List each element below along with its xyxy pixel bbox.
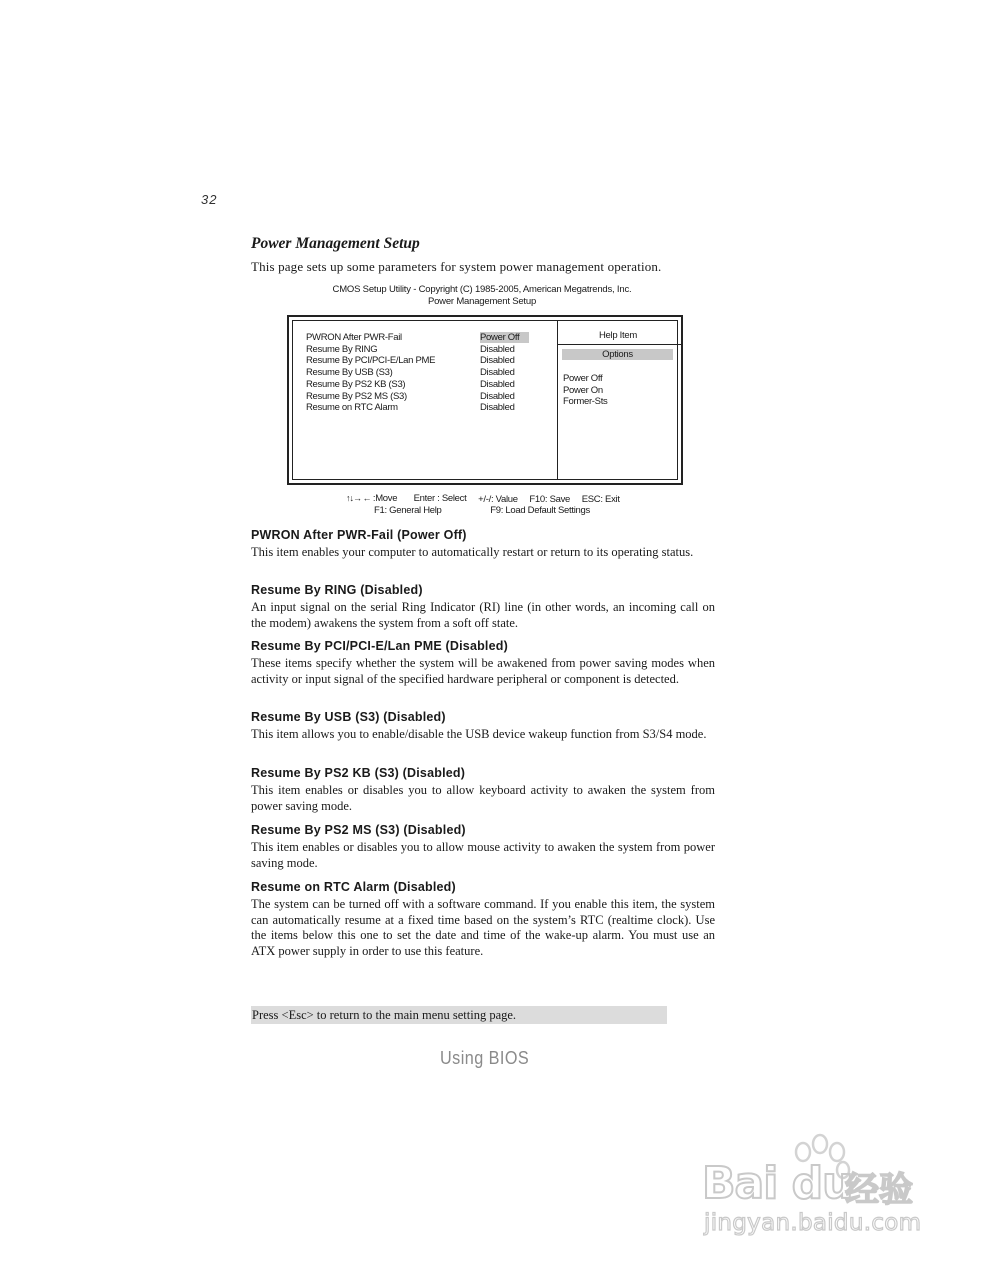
- nav-select: Enter : Select: [413, 493, 467, 504]
- bios-caption-copyright: CMOS Setup Utility - Copyright (C) 1985-2005, American Megatrends, Inc.: [332, 284, 632, 295]
- item-resume-ps2-ms: [251, 823, 715, 871]
- item-title: Resume By PS2 MS (S3) (Disabled): [251, 823, 466, 837]
- item-body: This item enables or disables you to allow keyboard activity to awaken the system from power saving mode.: [251, 783, 715, 813]
- bios-setting-label[interactable]: Resume By USB (S3): [306, 367, 393, 379]
- nav-exit: ESC: Exit: [581, 494, 620, 505]
- watermark-cn: 经验: [845, 1170, 913, 1210]
- bios-options-header: Options: [562, 349, 673, 360]
- watermark-url: jingyan.baidu.com: [704, 1210, 922, 1236]
- bios-option[interactable]: Former-Sts: [563, 396, 608, 408]
- bios-setting-label[interactable]: Resume By PS2 MS (S3): [306, 390, 407, 402]
- nav-value: +/-/: Value: [478, 494, 518, 505]
- bios-setting-value[interactable]: Disabled: [480, 402, 515, 414]
- bios-setting-label[interactable]: PWRON After PWR-Fail: [306, 332, 402, 343]
- bios-setting-value[interactable]: Disabled: [480, 343, 515, 355]
- bios-setting-value[interactable]: Disabled: [480, 378, 515, 390]
- item-title: Resume By PS2 KB (S3) (Disabled): [251, 766, 466, 780]
- bios-help-title: Help Item: [599, 330, 637, 341]
- bios-setting-label[interactable]: Resume on RTC Alarm: [306, 402, 398, 414]
- bios-setting-value[interactable]: Disabled: [480, 367, 515, 379]
- item-resume-ring: [251, 583, 715, 631]
- nav-move: :Move: [372, 493, 398, 504]
- bios-setting-value[interactable]: Disabled: [480, 355, 515, 367]
- nav-save: F10: Save: [529, 494, 571, 505]
- item-body: An input signal on the serial Ring Indicator (RI) line (in other words, an incoming call on the modem) awakens the system from a soft off state.: [251, 600, 715, 630]
- intro-paragraph: This page sets up some parameters for system power management operation.: [251, 259, 662, 274]
- bios-options-list: [563, 373, 608, 408]
- bios-setting-label[interactable]: Resume By PS2 KB (S3): [306, 378, 406, 390]
- item-body: This item allows you to enable/disable the USB device wakeup function from S3/S4 mode.: [251, 727, 707, 741]
- bios-setting-labels: [306, 332, 435, 414]
- item-pwron: [251, 528, 715, 561]
- bios-setting-label[interactable]: Resume By PCI/PCI-E/Lan PME: [306, 355, 436, 367]
- bios-setting-values: [480, 332, 529, 414]
- footer-chapter-title: Using BIOS: [440, 1048, 530, 1068]
- item-resume-rtc: [251, 880, 715, 960]
- item-resume-pci: [251, 639, 715, 687]
- bios-caption-title: Power Management Setup: [427, 296, 537, 307]
- item-resume-ps2-kb: [251, 766, 715, 814]
- esc-return-note: Press <Esc> to return to the main menu setting page.: [251, 1006, 667, 1024]
- bios-option[interactable]: Power On: [563, 384, 603, 396]
- item-body: This item enables or disables you to allow mouse activity to awaken the system from power saving mode.: [251, 840, 715, 870]
- item-title: Resume By RING (Disabled): [251, 583, 423, 597]
- bios-nav-legend-row2: [374, 505, 590, 517]
- item-resume-usb: [251, 710, 715, 743]
- item-title: PWRON After PWR-Fail (Power Off): [251, 528, 467, 542]
- bios-nav-legend-row1: [346, 493, 620, 505]
- item-title: Resume By USB (S3) (Disabled): [251, 710, 446, 724]
- item-title: Resume on RTC Alarm (Disabled): [251, 880, 456, 894]
- nav-load-defaults: F9: Load Default Settings: [490, 505, 590, 516]
- item-body: These items specify whether the system will be awakened from power saving modes when activity or input signal of the specified hardware peripheral or component is detected.: [251, 656, 715, 686]
- bios-setting-value-selected[interactable]: Power Off: [480, 332, 529, 343]
- bios-setting-label[interactable]: Resume By RING: [306, 343, 378, 355]
- item-body: This item enables your computer to automatically restart or return to its operating status.: [251, 545, 694, 559]
- page-number: 32: [201, 192, 218, 207]
- arrow-keys-icon: ↑↓→ ←: [346, 493, 371, 503]
- item-title: Resume By PCI/PCI-E/Lan PME (Disabled): [251, 639, 508, 653]
- bios-setting-value[interactable]: Disabled: [480, 390, 515, 402]
- bios-help-rule: [557, 344, 681, 345]
- item-body: The system can be turned off with a software command. If you enable this item, the system can automatically resume at a fixed time based on the system’s RTC (realtime clock). Use the items below this one to set the date and time of the wake-up alarm. You must use an ATX power supply in order to use this feature.: [251, 897, 715, 959]
- nav-general-help: F1: General Help: [374, 505, 442, 516]
- watermark-brand: Bai du: [702, 1158, 853, 1209]
- bios-option[interactable]: Power Off: [563, 373, 603, 384]
- section-title: Power Management Setup: [251, 235, 420, 252]
